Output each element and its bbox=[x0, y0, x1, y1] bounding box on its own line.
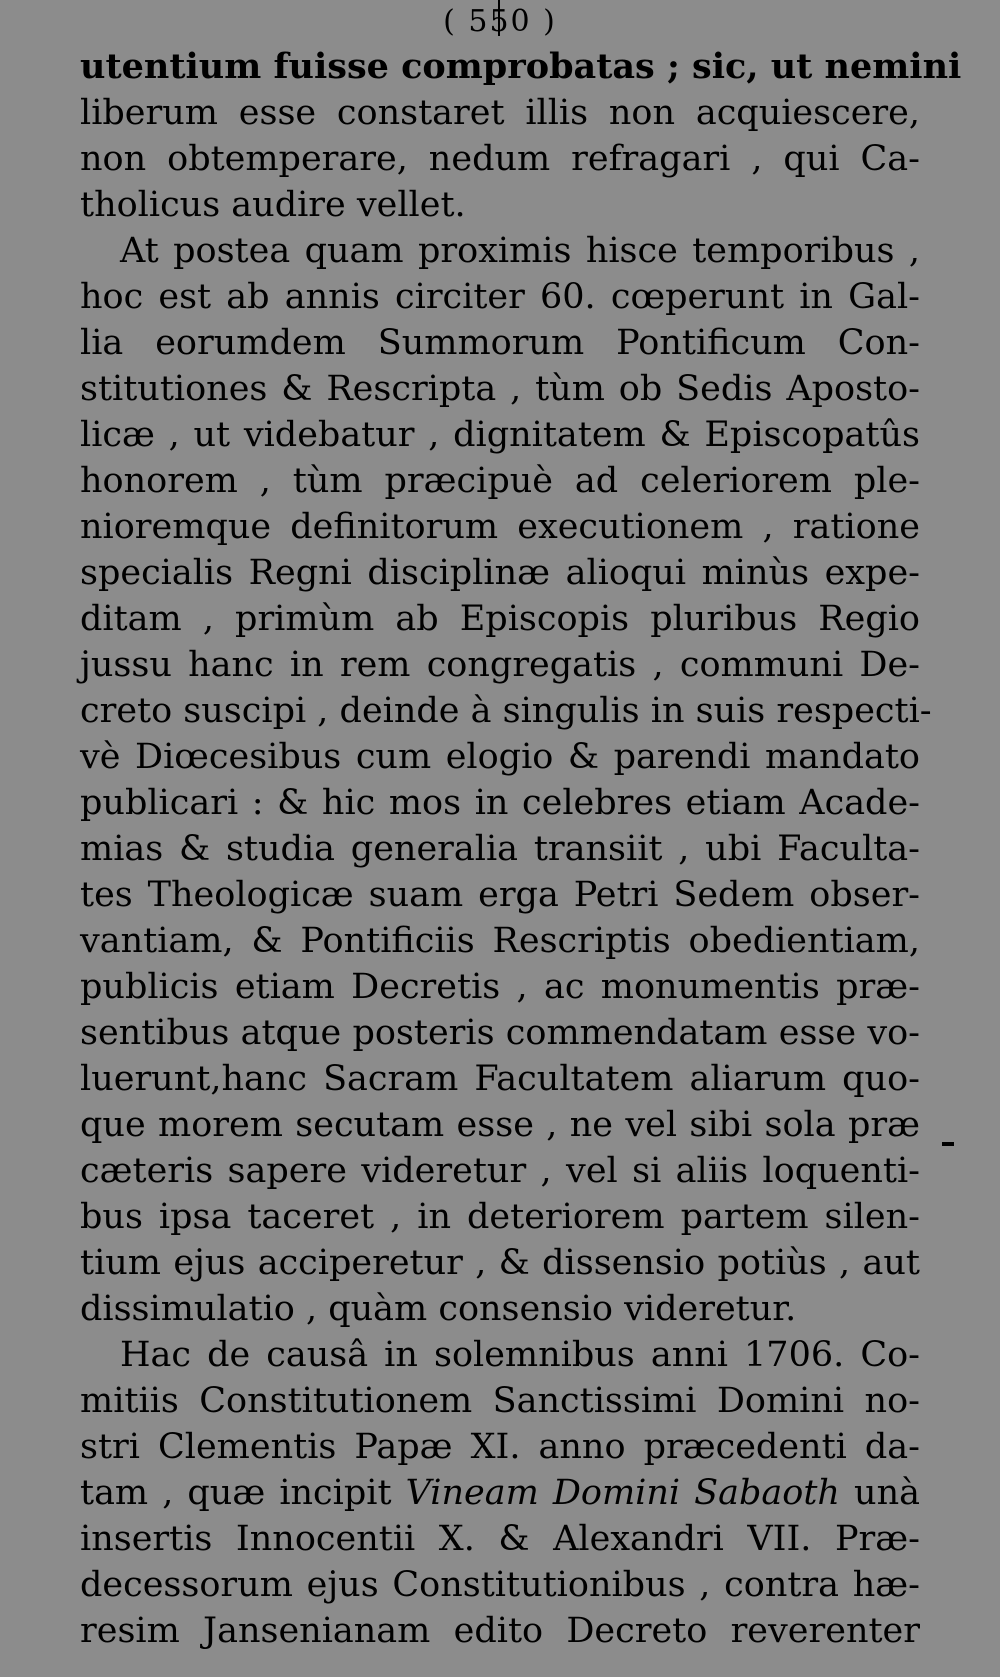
text-line: luerunt,hanc Sacram Facultatem aliarum quo- bbox=[80, 1059, 920, 1099]
text-line: jussu hanc in rem congregatis , communi De- bbox=[80, 645, 920, 685]
text-line: utentium fuisse comprobatas ; sic, ut nemini bbox=[80, 46, 962, 87]
page-number: ( 550 ) bbox=[443, 4, 557, 39]
text-line: hoc est ab annis circiter 60. cœperunt in Gal- bbox=[80, 277, 920, 317]
text-line: decessorum ejus Constitutionibus , contra hæ- bbox=[80, 1565, 920, 1605]
text-line: non obtemperare, nedum refragari , qui Ca- bbox=[80, 139, 920, 179]
body-text bbox=[80, 44, 962, 1654]
text-line: cæteris sapere videretur , vel si aliis loquenti- bbox=[80, 1151, 920, 1191]
text-line: vantiam, & Pontificiis Rescriptis obedientiam, bbox=[80, 921, 920, 961]
text-line: stitutiones & Rescripta , tùm ob Sedis Aposto- bbox=[80, 369, 920, 409]
text-line: creto suscipi , deinde à singulis in suis respecti- bbox=[80, 691, 932, 731]
text-line: stri Clementis Papæ XI. anno præcedenti da- bbox=[80, 1427, 920, 1467]
text-fragment: tam , quæ incipit bbox=[80, 1473, 406, 1513]
text-line: lia eorumdem Summorum Pontificum Con- bbox=[80, 323, 920, 363]
text-line: resim Jansenianam edito Decreto reverenter bbox=[80, 1611, 920, 1651]
text-line: liberum esse constaret illis non acquiescere, bbox=[80, 93, 920, 133]
text-fragment: unà bbox=[839, 1473, 920, 1513]
text-line: sentibus atque posteris commendatam esse vo- bbox=[80, 1013, 920, 1053]
text-line: specialis Regni disciplinæ alioqui minùs expe- bbox=[80, 553, 920, 593]
italic-title: Vineam Domini Sabaoth bbox=[405, 1473, 840, 1513]
text-line: dissimulatio , quàm consensio videretur. bbox=[80, 1289, 797, 1329]
text-line: tes Theologicæ suam erga Petri Sedem obser- bbox=[80, 875, 920, 915]
text-line: licæ , ut videbatur , dignitatem & Episcopatûs bbox=[80, 415, 920, 455]
text-line: nioremque definitorum executionem , ratione bbox=[80, 507, 920, 547]
text-line: ditam , primùm ab Episcopis pluribus Regio bbox=[80, 599, 920, 639]
text-line: publicis etiam Decretis , ac monumentis præ- bbox=[80, 967, 920, 1007]
text-line: insertis Innocentii X. & Alexandri VII. Præ- bbox=[80, 1519, 920, 1559]
text-line: tholicus audire vellet. bbox=[80, 185, 466, 225]
text-line-with-title bbox=[80, 1470, 920, 1516]
text-line: vè Diœcesibus cum elogio & parendi mandato bbox=[80, 737, 920, 777]
text-line: publicari : & hic mos in celebres etiam Acade- bbox=[80, 783, 920, 823]
text-line: honorem , tùm præcipuè ad celeriorem ple- bbox=[80, 461, 920, 501]
text-line: mias & studia generalia transiit , ubi Faculta- bbox=[80, 829, 920, 869]
print-mark bbox=[942, 1142, 954, 1146]
text-line: tium ejus acciperetur , & dissensio potiùs , aut bbox=[80, 1243, 920, 1283]
text-line: bus ipsa taceret , in deteriorem partem silen- bbox=[80, 1197, 920, 1237]
text-line: mitiis Constitutionem Sanctissimi Domini no- bbox=[80, 1381, 920, 1421]
text-line: Hac de causâ in solemnibus anni 1706. Co- bbox=[120, 1335, 920, 1375]
text-line: At postea quam proximis hisce temporibus , bbox=[120, 231, 920, 271]
text-line: que morem secutam esse , ne vel sibi sola præ bbox=[80, 1105, 920, 1145]
